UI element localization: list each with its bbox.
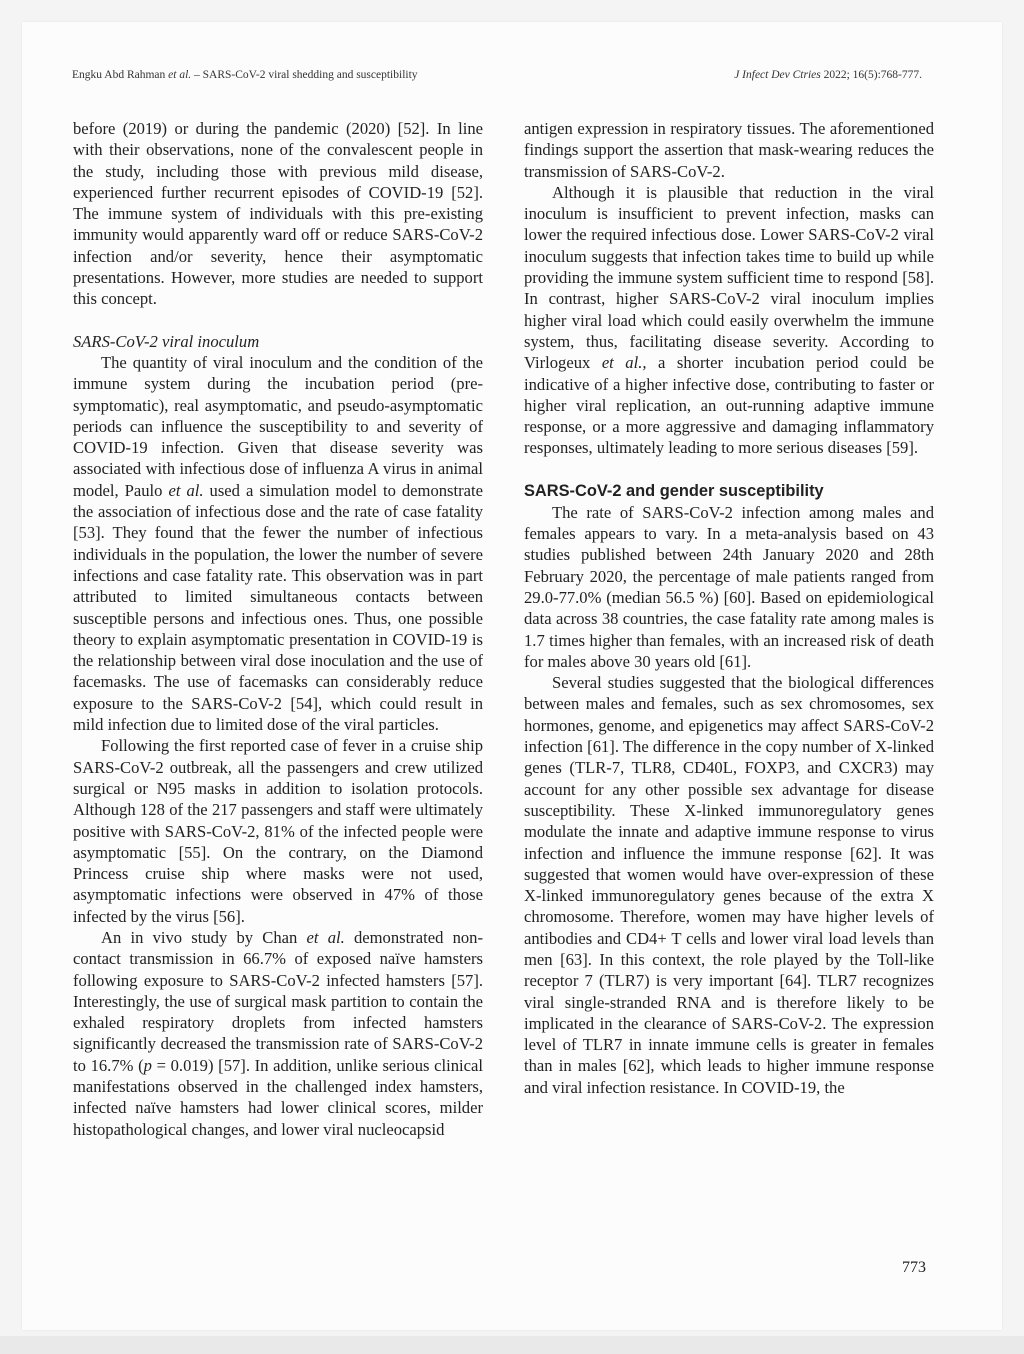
text-run-italic: et al., xyxy=(601,353,647,373)
text-run-italic: et al. xyxy=(168,480,204,500)
paragraph xyxy=(73,352,483,735)
section-heading: SARS-CoV-2 and gender susceptibility xyxy=(524,481,824,500)
paragraph: antigen expression in respiratory tissues. The aforementioned findings support the assertion that mask-wearing reduces the transmission of SARS-CoV-2. xyxy=(524,119,934,181)
paper-page xyxy=(22,22,1002,1330)
paragraph: Several studies suggested that the biological differences between males and females, such as sex chromosomes, sex hormones, genome, and epigenetics may affect SARS-CoV-2 infection [61]. The difference in the copy number of X-linked genes (TLR-7, TLR8, CD40L, FOXP3, and CXCR3) may account for any other possible sex advantage for disease susceptibility. These X-linked immunoregulatory genes modulate the innate and adaptive immune response to virus infection and influence the immune response [62]. It was suggested that women would have over-expression of these X-linked immunoregulatory genes because of the extra X chromosome. Therefore, women may have higher levels of antibodies and CD4+ T cells and lower viral load levels than men [63]. In this context, the role played by the Toll-like receptor 7 (TLR7) is very important [64]. TLR7 recognizes viral single-stranded RNA and is therefore likely to be implicated in the clearance of SARS-CoV-2. The expression level of TLR7 in innate immune cells is greater in females than in males [62], which leads to higher immune response and viral infection resistance. In COVID-19, the xyxy=(524,673,934,1097)
paragraph xyxy=(524,182,934,459)
text-run: Although it is plausible that reduction in the viral inoculum is insufficient to prevent infection, masks can lower the required infectious dose. Lower SARS-CoV-2 viral inoculum suggests that infection takes time to build up while providing the immune system sufficient time to respond [58]. In contrast, higher SARS-CoV-2 viral inoculum implies higher viral load which could easily overwhelm the immune system, thus, facilitating disease severity. According to Virlogeux xyxy=(524,182,934,373)
text-run: An in vivo study by Chan xyxy=(101,927,307,947)
header-etal: et al. xyxy=(168,69,192,81)
left-column xyxy=(73,118,483,1140)
header-journal: J Infect Dev Ctries xyxy=(734,69,821,81)
text-run-italic: p xyxy=(143,1055,152,1075)
paragraph: The rate of SARS-CoV-2 infection among males and females appears to vary. In a meta-analysis based on 43 studies published between 24th January 2020 and 28th February 2020, the percentage of male patients ranged from 29.0-77.0% (median 56.5 %) [60]. Based on epidemiological data across 38 countries, the case fatality rate among males is 1.7 times higher than females, with an increased risk of death for males above 30 years old [61]. xyxy=(524,502,934,671)
text-run-italic: et al. xyxy=(306,927,345,947)
header-left xyxy=(72,69,418,81)
header-authors: Engku Abd Rahman xyxy=(72,69,166,81)
text-run: demonstrated non-contact transmission in 66.7% of exposed naïve hamsters following exposure to SARS-CoV-2 infected hamsters [57]. Interestingly, the use of surgical mask partition to contain the exhaled respiratory droplets from infected hamsters significantly decreased the transmission rate of SARS-CoV-2 to 16.7% ( xyxy=(73,927,483,1075)
header-title: – SARS-CoV-2 viral shedding and susceptibility xyxy=(191,69,418,81)
paragraph: Following the first reported case of fever in a cruise ship SARS-CoV-2 outbreak, all the passengers and crew utilized surgical or N95 masks in addition to isolation protocols. Although 128 of the 217 passengers and staff were ultimately positive with SARS-CoV-2, 81% of the infected people were asymptomatic [55]. On the contrary, on the Diamond Princess cruise ship where masks were not used, asymptomatic infections were observed in 47% of those infected by the virus [56]. xyxy=(73,736,483,926)
viewer-bottom-bar xyxy=(0,1336,1024,1354)
subsection-heading: SARS-CoV-2 viral inoculum xyxy=(73,331,260,351)
text-run: = 0.019) [57]. In addition, unlike serious clinical manifestations observed in the challenged index hamsters, infected naïve hamsters had lower clinical scores, milder histopathological changes, and lower viral nucleocapsid xyxy=(73,1055,483,1139)
text-run: used a simulation model to demonstrate the association of infectious dose and the rate of case fatality [53]. They found that the fewer the number of infectious individuals in the population, the lower the number of severe infections and case fatality rate. This observation was in part attributed to limited simultaneous contacts between susceptible persons and infectious ones. Thus, one possible theory to explain asymptomatic presentation in COVID-19 is the relationship between viral dose inoculation and the use of facemasks. The use of facemasks can considerably reduce exposure to the SARS-CoV-2 [54], which could result in mild infection due to limited dose of the viral particles. xyxy=(73,480,483,735)
text-run: The quantity of viral inoculum and the condition of the immune system during the incubation period (pre-symptomatic), real asymptomatic, and pseudo-asymptomatic periods can influence the susceptibility to and severity of COVID-19 infection. Given that disease severity was associated with infectious dose of influenza A virus in animal model, Paulo xyxy=(73,352,483,500)
paragraph xyxy=(73,927,483,1140)
paragraph: before (2019) or during the pandemic (2020) [52]. In line with their observations, none of the convalescent people in the study, including those with previous mild disease, experienced further recurrent episodes of COVID-19 [52]. The immune system of individuals with this pre-existing immunity would apparently ward off or reduce SARS-CoV-2 infection and/or severity, hence their asymptomatic presentations. However, more studies are needed to support this concept. xyxy=(73,119,483,309)
page-number: 773 xyxy=(902,1259,926,1276)
header-volume: 2022; 16(5):768-777. xyxy=(820,69,922,81)
right-column xyxy=(524,118,934,1098)
text-run: a shorter incubation period could be indicative of a higher infective dose, contributing to faster or higher viral replication, an out-running adaptive immune response, or a more aggressive and damaging inflammatory responses, ultimately leading to more serious diseases [59]. xyxy=(524,353,935,458)
header-right xyxy=(734,69,922,81)
